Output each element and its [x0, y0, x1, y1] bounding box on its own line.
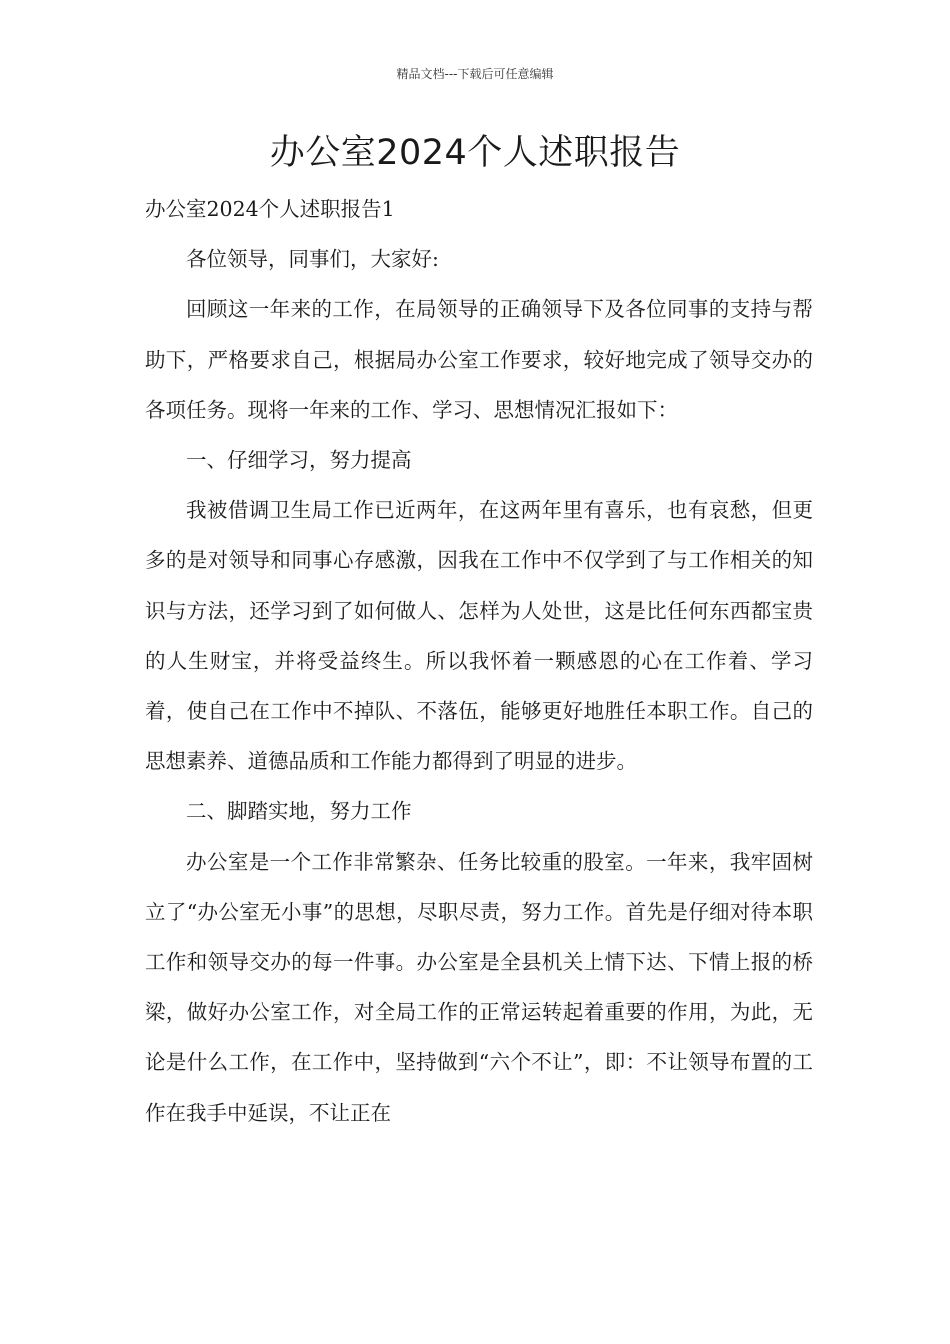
document-title: 办公室2024个人述职报告 — [269, 133, 681, 173]
intro-paragraph: 回顾这一年来的工作，在局领导的正确领导下及各位同事的支持与帮助下，严格要求自己，根据局办公室工作要求，较好地完成了领导交办的各项任务。现将一年来的工作、学习、思想情况汇报如下： — [145, 297, 813, 422]
document-subtitle: 办公室2024个人述职报告1 — [145, 197, 395, 221]
body-paragraph: 办公室是一个工作非常繁杂、任务比较重的股室。一年来，我牢固树立了“办公室无小事”的思想，尽职尽责，努力工作。首先是仔细对待本职工作和领导交办的每一件事。办公室是全县机关上情下达、下情上报的桥梁，做好办公室工作，对全局工作的正常运转起着重要的作用，为此，无论是什么工作，在工作中，坚持做到“六个不让”，即：不让领导布置的工作在我手中延误，不让正在 — [145, 849, 813, 1125]
page-header-watermark: 精品文档---下载后可任意编辑 — [396, 67, 554, 81]
section-heading-1: 一、仔细学习，努力提高 — [186, 448, 412, 473]
document-body — [145, 184, 813, 1138]
greeting-paragraph: 各位领导，同事们，大家好: — [186, 247, 439, 272]
body-paragraph: 我被借调卫生局工作已近两年，在这两年里有喜乐，也有哀愁，但更多的是对领导和同事心存感激，因我在工作中不仅学到了与工作相关的知识与方法，还学习到了如何做人、怎样为人处世，这是比任何东西都宝贵的人生财宝，并将受益终生。所以我怀着一颗感恩的心在工作着、学习着，使自己在工作中不掉队、不落伍，能够更好地胜任本职工作。自己的思想素养、道德品质和工作能力都得到了明显的进步。 — [145, 498, 813, 774]
section-heading-2: 二、脚踏实地，努力工作 — [186, 799, 412, 824]
